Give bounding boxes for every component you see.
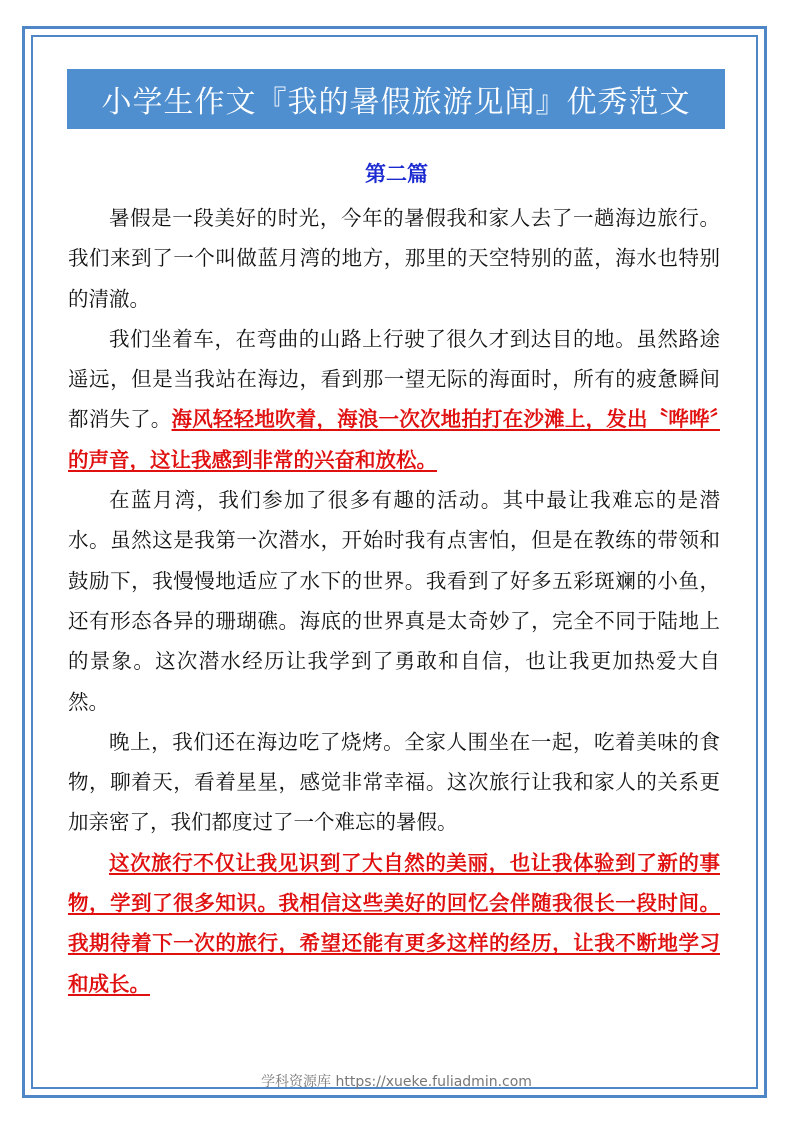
paragraph-1: 暑假是一段美好的时光，今年的暑假我和家人去了一趟海边旅行。我们来到了一个叫做蓝月湾的地方，那里的天空特别的蓝，海水也特别的清澈。 (68, 206, 720, 311)
page-title: 小学生作文『我的暑假旅游见闻』优秀范文 (101, 85, 691, 120)
footer-watermark: 学科资源库 https://xueke.fuliadmin.com (261, 1074, 532, 1090)
paragraph-2-highlight: 海风轻轻地吹着，海浪一次次地拍打在沙滩上，发出〝哗哗〞的声音，这让我感到非常的兴奋和放松。 (68, 407, 721, 472)
paragraph-5-highlight: 这次旅行不仅让我见识到了大自然的美丽，也让我体验到了新的事物，学到了很多知识。我相信这些美好的回忆会伴随我很长一段时间。我期待着下一次的旅行，希望还能有更多这样的经历，让我不断地学习和成长。 (68, 850, 720, 996)
paragraph-2-text: 我们坐着车，在弯曲的山路上行驶了很久才到达目的地。虽然路途遥远，但是当我站在海边，看到那一望无际的海面时，所有的疲惫瞬间都消失了。 (68, 326, 720, 432)
paragraph-4: 晚上，我们还在海边吃了烧烤。全家人围坐在一起，吃着美味的食物，聊着天，看着星星，感觉非常幸福。这次旅行让我和家人的关系更加亲密了，我们都度过了一个难忘的暑假。 (68, 729, 720, 835)
paragraph-5 (68, 843, 720, 1004)
paragraph-2 (68, 319, 720, 480)
essay-body (68, 198, 720, 1004)
title-banner (67, 69, 725, 129)
paragraph-3: 在蓝月湾，我们参加了很多有趣的活动。其中最让我难忘的是潜水。虽然这是我第一次潜水，开始时我有点害怕，但是在教练的带领和鼓励下，我慢慢地适应了水下的世界。我看到了好多五彩斑斓的小鱼，还有形态各异的珊瑚礁。海底的世界真是太奇妙了，完全不同于陆地上的景象。这次潜水经历让我学到了勇敢和自信，也让我更加热爱大自然。 (68, 488, 720, 714)
section-subtitle: 第二篇 (365, 162, 428, 186)
